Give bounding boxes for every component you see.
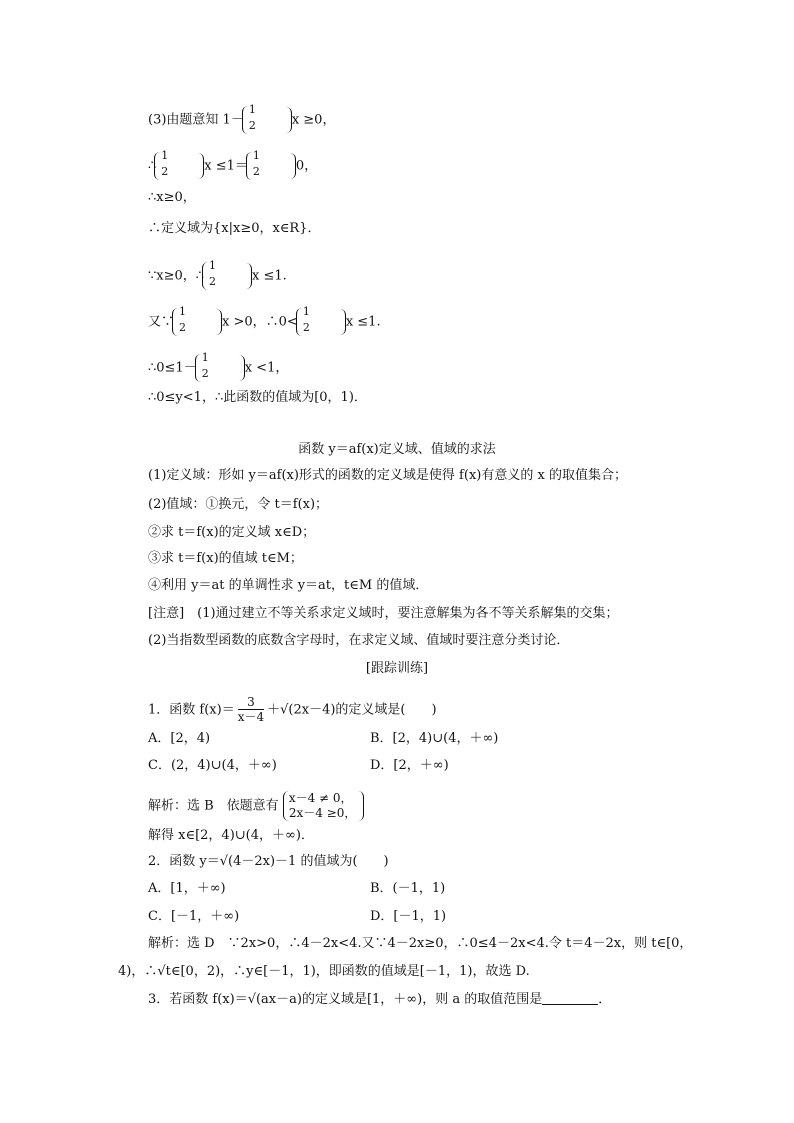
fraction-half: 1 2 <box>176 308 186 336</box>
text: (3)由题意知 1－ <box>148 112 244 128</box>
solution-line-2 <box>148 149 318 180</box>
system-line-1: x－4 ≠ 0， <box>288 791 353 805</box>
text: 解析：选 B 依题意有 <box>148 798 279 814</box>
text: x ≤1＝ <box>204 158 248 174</box>
fraction-half: 1 2 <box>250 152 260 180</box>
q1-option-b: B．[2，4)∪(4，＋∞) <box>370 731 499 746</box>
fraction-half: 1 2 <box>158 152 168 180</box>
equation-system <box>283 791 365 821</box>
q1-option-d: D．[2，＋∞) <box>370 758 449 773</box>
question-1 <box>148 696 437 724</box>
solution-line-3: ∴x≥0， <box>148 190 196 205</box>
q2-option-a: A．[1，＋∞) <box>148 881 226 896</box>
method-paragraph-4: ③求 t＝f(x)的值域 t∈M； <box>148 551 303 566</box>
question-3 <box>148 992 611 1008</box>
method-paragraph-1: (1)定义域：形如 y＝af(x)形式的函数的定义域是使得 f(x)有意义的 x 的取值集合； <box>148 468 627 483</box>
method-note-1: [注意] (1)通过建立不等关系求定义域时，要注意解集为各不等关系解集的交集； <box>148 606 619 621</box>
method-paragraph-2: (2)值域：①换元，令 t＝f(x)； <box>148 497 329 512</box>
solution-line-5 <box>148 259 287 290</box>
method-title: 函数 y＝af(x)定义域、值域的求法 <box>298 442 496 457</box>
solution-line-7 <box>148 351 289 382</box>
text: x ≤1. <box>345 314 381 330</box>
method-paragraph-5: ④利用 y＝at 的单调性求 y＝at，t∈M 的值域． <box>148 578 429 593</box>
q2-solution-line-2: 4)，∴√t∈[0，2)，∴y∈[－1，1)，即函数的值域是[－1，1)，故选 D. <box>118 964 530 979</box>
q1-solution <box>148 791 364 821</box>
question-2: 2．函数 y＝√(4－2x)－1 的值域为( ) <box>148 854 389 869</box>
text: ∴ <box>148 158 157 174</box>
solution-line-1 <box>148 103 336 134</box>
text: x >0，∴0< <box>222 314 298 330</box>
fraction-half: 1 2 <box>300 308 310 336</box>
method-note-2: (2)当指数型函数的底数含字母时，在求定义域、值域时要注意分类讨论． <box>148 633 570 648</box>
text: 0， <box>295 158 318 174</box>
text: x ≤1. <box>252 268 287 284</box>
text: ． <box>598 992 612 1007</box>
q2-option-d: D．[－1，1) <box>370 909 447 924</box>
q2-option-b: B．(－1，1) <box>370 881 446 896</box>
fraction: $\frac{3}{x-4}$ <box>237 695 265 724</box>
q1-option-c: C．(2，4)∪(4，＋∞) <box>148 758 277 773</box>
fraction-half: 1 2 <box>246 106 256 134</box>
solution-line-6 <box>148 305 381 336</box>
text: ∵x≥0，∴ <box>148 268 205 284</box>
text: 3．若函数 f(x)＝√(ax－a)的定义域是[1，＋∞)，则 a 的取值范围是 <box>148 992 543 1007</box>
q2-solution-line-1: 解析：选 D ∵2x>0，∴4－2x<4.又∵4－2x≥0，∴0≤4－2x<4.令 t＝4－2x，则 t∈[0， <box>148 936 693 951</box>
text: x <1， <box>244 360 289 376</box>
method-paragraph-3: ②求 t＝f(x)的定义域 x∈D； <box>148 525 316 540</box>
text: 1．函数 f(x)＝ <box>148 702 235 718</box>
q1-solution-result: 解得 x∈[2，4)∪(4，＋∞)． <box>148 828 314 843</box>
practice-heading: [跟踪训练] <box>365 661 429 676</box>
solution-line-8: ∴0≤y<1，∴此函数的值域为[0，1)． <box>148 390 367 405</box>
text: ＋√(2x－4)的定义域是( ) <box>267 702 437 718</box>
fraction-half: 1 2 <box>206 262 216 290</box>
text: ∴0≤1－ <box>148 360 197 376</box>
q2-option-c: C．[－1，＋∞) <box>148 909 240 924</box>
fraction-half: 1 2 <box>199 354 209 382</box>
text: 又∵ <box>148 314 175 330</box>
text: x ≥0， <box>291 112 336 128</box>
solution-line-4: ∴定义域为{x|x≥0，x∈R}． <box>148 221 321 236</box>
answer-blank[interactable] <box>542 992 598 1005</box>
system-line-2: 2x－4 ≥0， <box>288 806 357 820</box>
q1-option-a: A．[2，4) <box>148 731 211 746</box>
